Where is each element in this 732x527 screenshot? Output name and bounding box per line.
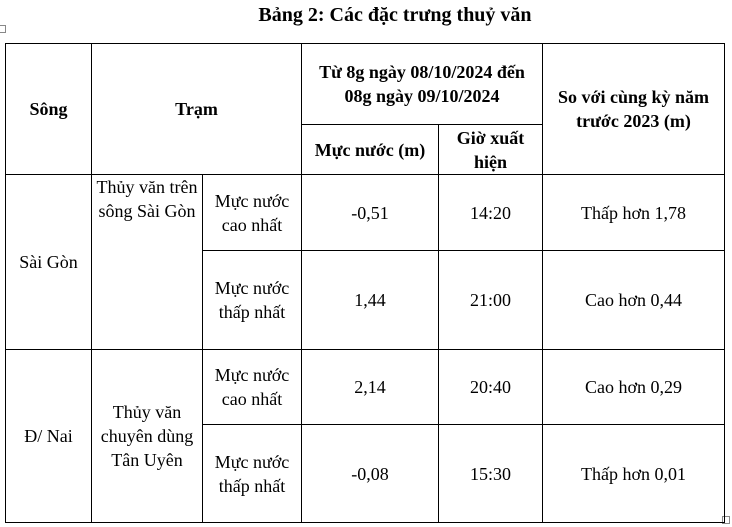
header-so-voi: So với cùng kỳ năm trước 2023 (m) bbox=[543, 44, 725, 175]
cell-gio: 14:20 bbox=[439, 175, 543, 251]
cell-type: Mực nước cao nhất bbox=[203, 350, 302, 425]
cell-gio: 15:30 bbox=[439, 425, 543, 523]
cell-tram: Thủy văn trên sông Sài Gòn bbox=[92, 175, 203, 350]
cell-so-voi: Cao hơn 0,44 bbox=[543, 251, 725, 350]
cell-type: Mực nước thấp nhất bbox=[203, 425, 302, 523]
cell-so-voi: Thấp hơn 1,78 bbox=[543, 175, 725, 251]
cell-muc-nuoc: 1,44 bbox=[302, 251, 439, 350]
cell-so-voi: Cao hơn 0,29 bbox=[543, 350, 725, 425]
header-song: Sông bbox=[6, 44, 92, 175]
cell-tram: Thủy văn chuyên dùng Tân Uyên bbox=[92, 350, 203, 523]
cell-muc-nuoc: 2,14 bbox=[302, 350, 439, 425]
cell-song: Đ/ Nai bbox=[6, 350, 92, 523]
header-muc-nuoc: Mực nước (m) bbox=[302, 125, 439, 175]
cell-muc-nuoc: -0,51 bbox=[302, 175, 439, 251]
hydrology-table bbox=[5, 43, 725, 523]
cell-song: Sài Gòn bbox=[6, 175, 92, 350]
header-tram: Trạm bbox=[92, 44, 302, 175]
cell-muc-nuoc: -0,08 bbox=[302, 425, 439, 523]
header-period: Từ 8g ngày 08/10/2024 đến 08g ngày 09/10/2024 bbox=[302, 44, 543, 125]
header-gio-xuat-hien: Giờ xuất hiện bbox=[439, 125, 543, 175]
cell-type: Mực nước cao nhất bbox=[203, 175, 302, 251]
cell-type: Mực nước thấp nhất bbox=[203, 251, 302, 350]
cell-gio: 20:40 bbox=[439, 350, 543, 425]
table-title: Bảng 2: Các đặc trưng thuỷ văn bbox=[258, 4, 532, 26]
cell-so-voi: Thấp hơn 0,01 bbox=[543, 425, 725, 523]
cell-gio: 21:00 bbox=[439, 251, 543, 350]
